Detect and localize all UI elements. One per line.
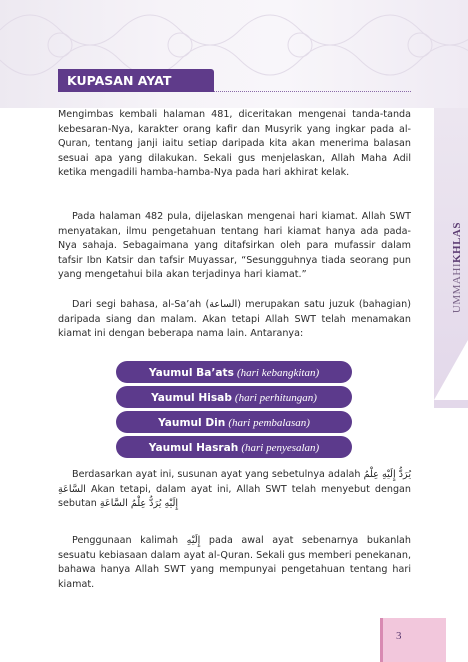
paragraph-3: Dari segi bahasa, al-Sa’ah (الساعة) merupakan satu juzuk (bahagian) daripada siang dan malam. Akan tetapi Allah SWT telah menamakan kiamat ini dengan beberapa nama lain. Antaranya: [58,299,411,340]
day-name-pill: Yaumul Ba’ats (hari kebangkitan) [116,361,352,383]
paragraph-1: Mengimbas kembali halaman 481, diceritakan mengenai tanda-tanda kebesaran-Nya, karakter orang kafir dan Musyrik yang ingkar pada al-Quran, tentang janji iaitu setiap daripada kita akan menerima balasan sesuai apa yang dilakukan. Sekali gus menjelaskan, Allah Maha Adil ketika mengadili hamba-hamba-Nya pada hari akhirat kelak. [58,109,411,179]
section-heading: KUPASAN AYAT [58,69,214,92]
heading-divider [214,91,411,92]
publisher-side-label: UMMAHIKHLAS [451,222,463,314]
paragraph-4: Berdasarkan ayat ini, susunan ayat yang sebetulnya adalah يُرَدُّ إِلَيْهِ عِلْمُ السَّاعَةِ Akan tetapi, dalam ayat ini, Allah SWT telah menyebut dengan sebutan إِلَيْهِ يُرَدُّ عِلْمُ السَّاعَةِ [58,469,411,510]
day-name-pill: Yaumul Hasrah (hari penyesalan) [116,436,352,458]
day-names-list [116,361,352,461]
arabic-term-sa-ah: الساعة [209,299,238,310]
day-name-pill: Yaumul Din (hari pembalasan) [116,411,352,433]
arabic-word-ilaihi: إِلَيْهِ [186,535,201,546]
arabic-phrase-original-order: يُرَدُّ إِلَيْهِ عِلْمُ السَّاعَةِ [58,469,411,495]
page-number: 3 [396,630,402,642]
day-name-pill: Yaumul Hisab (hari perhitungan) [116,386,352,408]
page-number-tab-edge [380,618,383,662]
paragraph-5: Penggunaan kalimah إِلَيْهِ pada awal ayat sebenarnya bukanlah sesuatu kebiasaan dalam ayat al-Quran. Sekali gus memberi penekanan, bahawa hanya Allah SWT yang mempunyai pengetahuan tentang hari kiamat. [58,535,412,590]
arabic-phrase-quran-order: إِلَيْهِ يُرَدُّ عِلْمُ السَّاعَةِ [99,498,179,510]
side-tab-fold [434,340,468,400]
paragraph-2: Pada halaman 482 pula, dijelaskan mengenai hari kiamat. Allah SWT menyatakan, ilmu pengetahuan tentang hari kiamat hanya ada pada-Nya sahaja. Sebagaimana yang ditafsirkan oleh para mufassir dalam tafsir Ibn Katsir dan tafsir Muyassar, “Sesungguhnya tiada seorang pun yang mengetahui bila akan terjadinya hari kiamat.” [58,211,411,281]
page-number-tab [380,618,446,662]
